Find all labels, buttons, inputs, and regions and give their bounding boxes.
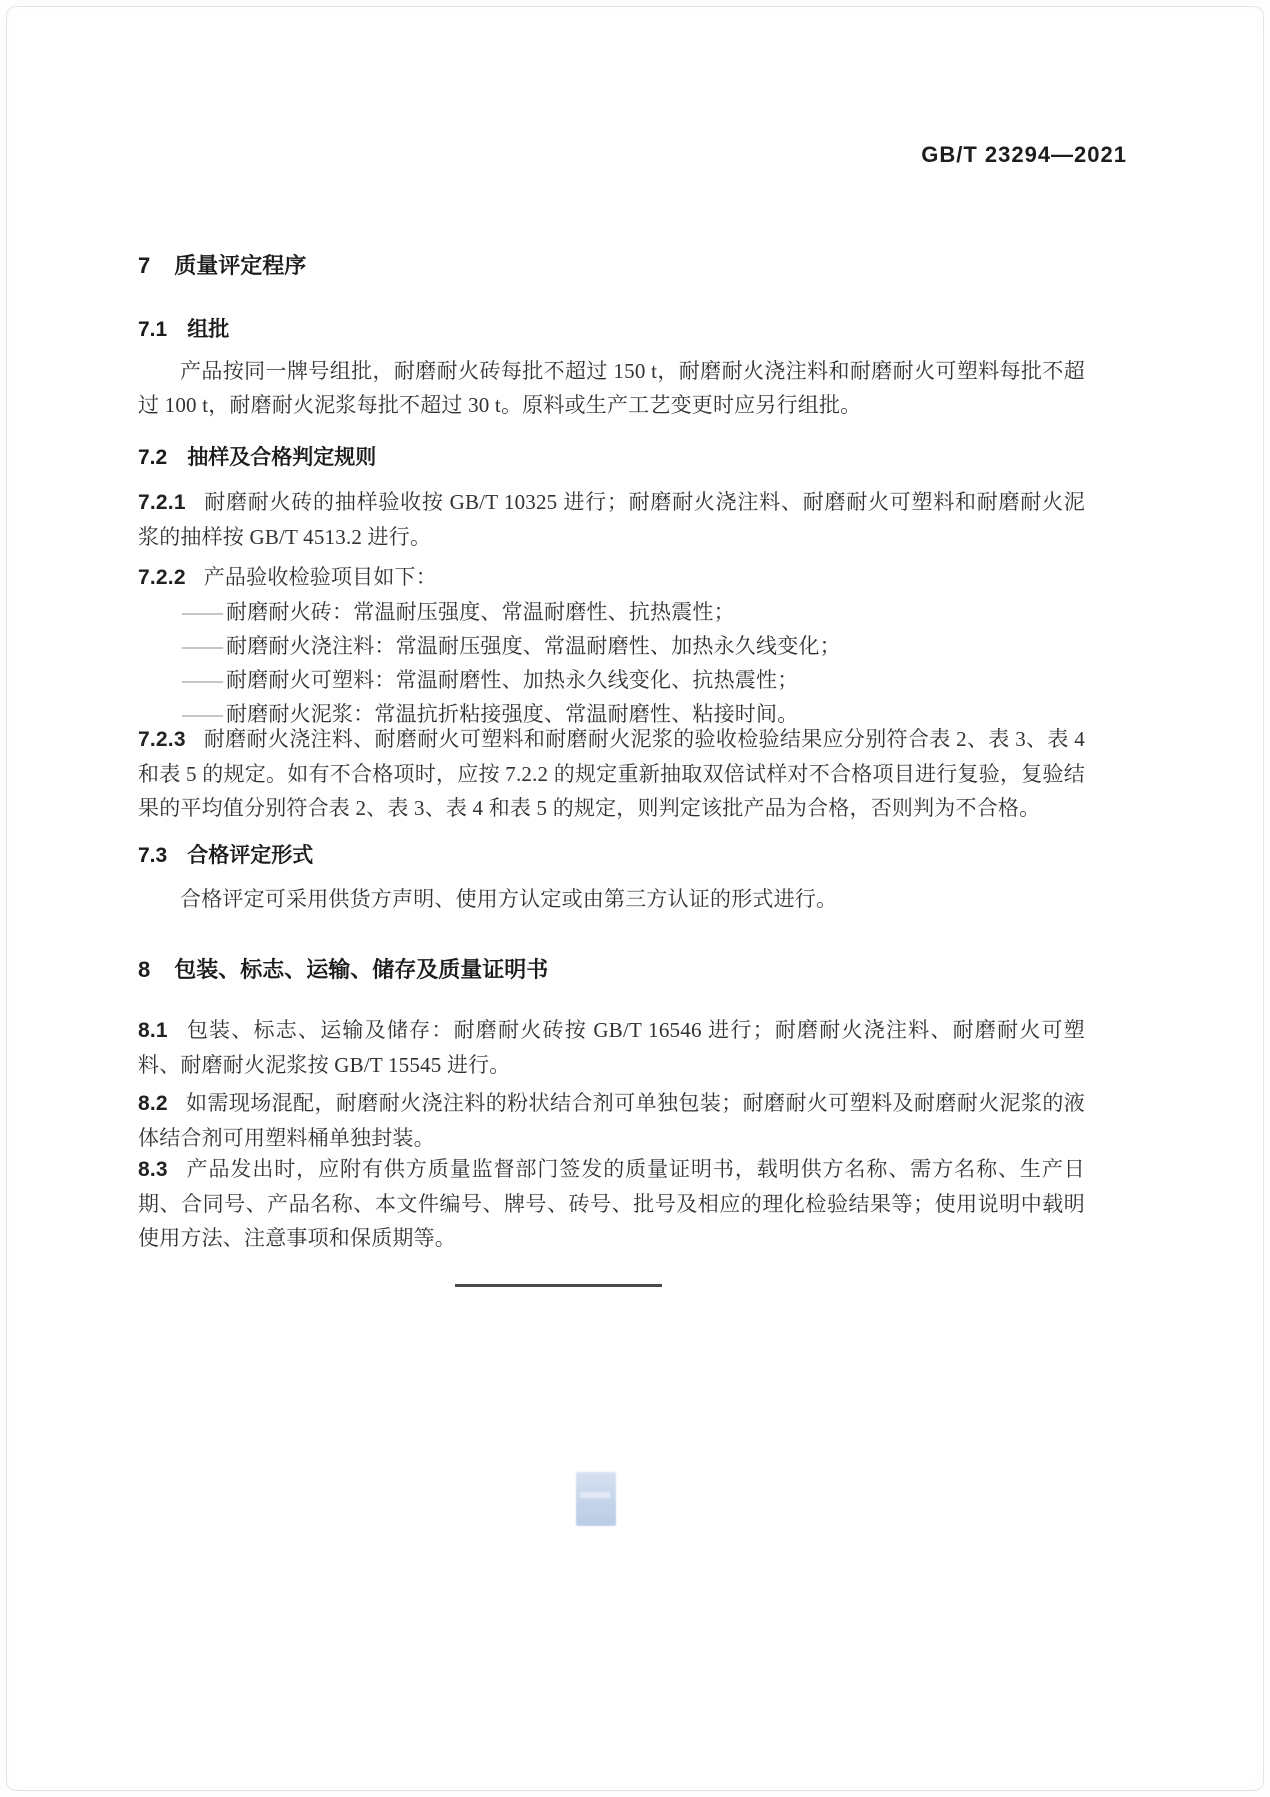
clause-7-1-title: 组批 (187, 318, 230, 341)
inspection-item-brick (138, 595, 1129, 629)
watermark-stamp-artifact (576, 1472, 616, 1526)
clause-7-2-2-paragraph (138, 560, 1085, 595)
clause-7-1-paragraph: 产品按同一牌号组批，耐磨耐火砖每批不超过 150 t，耐磨耐火浇注料和耐磨耐火可塑料每批不超过 100 t，耐磨耐火泥浆每批不超过 30 t。原料或生产工艺变更时应另行组批。 (138, 359, 1085, 417)
clause-7-3-title: 合格评定形式 (187, 844, 314, 867)
inspection-item-castable (138, 629, 1129, 663)
clause-7-2-title: 抽样及合格判定规则 (187, 446, 377, 469)
clause-7-1-heading (138, 315, 1085, 345)
inspection-item-mortar-text: 耐磨耐火泥浆：常温抗折粘接强度、常温耐磨性、粘接时间。 (226, 702, 799, 726)
list-dash: —— (182, 600, 222, 624)
clause-8-1-text: 包装、标志、运输及储存：耐磨耐火砖按 GB/T 16546 进行；耐磨耐火浇注料、耐磨耐火可塑料、耐磨耐火泥浆按 GB/T 15545 进行。 (138, 1018, 1085, 1077)
clause-7-2-3-paragraph (138, 722, 1085, 825)
section-7-number: 7 (138, 253, 151, 278)
clause-7-2-2-number: 7.2.2 (138, 566, 186, 589)
section-8-title: 包装、标志、运输、储存及质量证明书 (174, 957, 549, 982)
section-7-heading (138, 251, 1085, 281)
inspection-item-castable-text: 耐磨耐火浇注料：常温耐压强度、常温耐磨性、加热永久线变化； (226, 634, 841, 658)
section-8-number: 8 (138, 957, 151, 982)
clause-8-1-paragraph (138, 1013, 1085, 1082)
list-dash: —— (182, 668, 222, 692)
end-of-text-rule (455, 1284, 662, 1287)
inspection-item-plastic-text: 耐磨耐火可塑料：常温耐磨性、加热永久线变化、抗热震性； (226, 668, 799, 692)
list-dash: —— (182, 702, 222, 726)
clause-7-1-number: 7.1 (138, 318, 168, 341)
section-8-heading (138, 955, 1085, 985)
clause-7-2-number: 7.2 (138, 446, 168, 469)
inspection-item-brick-text: 耐磨耐火砖：常温耐压强度、常温耐磨性、抗热震性； (226, 600, 735, 624)
clause-7-3-paragraph: 合格评定可采用供货方声明、使用方认定或由第三方认证的形式进行。 (180, 887, 838, 911)
clause-8-2-paragraph (138, 1086, 1085, 1155)
clause-7-2-2-text: 产品验收检验项目如下： (203, 565, 437, 589)
section-7-title: 质量评定程序 (174, 253, 307, 278)
clause-7-3-heading (138, 841, 1085, 871)
standard-number: GB/T 23294—2021 (921, 142, 1127, 167)
clause-8-3-paragraph (138, 1152, 1085, 1255)
clause-7-2-1-text: 耐磨耐火砖的抽样验收按 GB/T 10325 进行；耐磨耐火浇注料、耐磨耐火可塑料和耐磨耐火泥浆的抽样按 GB/T 4513.2 进行。 (138, 490, 1085, 549)
clause-8-2-number: 8.2 (138, 1092, 168, 1115)
clause-7-2-heading (138, 443, 1085, 473)
clause-8-3-number: 8.3 (138, 1158, 168, 1181)
list-dash: —— (182, 634, 222, 658)
clause-7-2-1-number: 7.2.1 (138, 491, 186, 514)
clause-8-2-text: 如需现场混配，耐磨耐火浇注料的粉状结合剂可单独包装；耐磨耐火可塑料及耐磨耐火泥浆的液体结合剂可用塑料桶单独封装。 (138, 1091, 1085, 1150)
clause-7-2-3-text: 耐磨耐火浇注料、耐磨耐火可塑料和耐磨耐火泥浆的验收检验结果应分别符合表 2、表 3、表 4 和表 5 的规定。如有不合格项时，应按 7.2.2 的规定重新抽取双倍试样对不合格项目进行复验，复验结果的平均值分别符合表 2、表 3、表 4 和表 5 的规定，则判定该批产品为合格，否则判为不合格。 (138, 727, 1085, 820)
inspection-item-plastic (138, 663, 1129, 697)
clause-7-3-number: 7.3 (138, 844, 168, 867)
clause-7-2-1-paragraph (138, 485, 1085, 554)
clause-8-3-text: 产品发出时，应附有供方质量监督部门签发的质量证明书，载明供方名称、需方名称、生产日期、合同号、产品名称、本文件编号、牌号、砖号、批号及相应的理化检验结果等；使用说明中载明使用方法、注意事项和保质期等。 (138, 1157, 1085, 1250)
clause-8-1-number: 8.1 (138, 1019, 168, 1042)
clause-7-2-3-number: 7.2.3 (138, 728, 186, 751)
